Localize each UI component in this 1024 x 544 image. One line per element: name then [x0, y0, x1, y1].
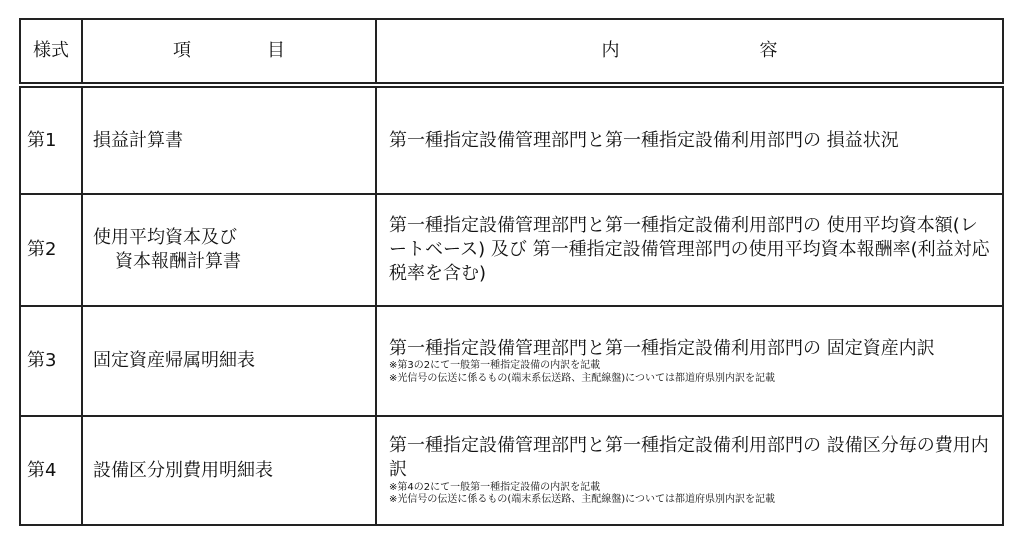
note-text: ※光信号の伝送に係るもの(端末系伝送路、主配線盤)については都道府県別内訳を記載 — [389, 494, 775, 506]
content-text: 第一種指定設備管理部門と第一種指定設備利用部門の 設備区分毎の費用内訳 — [389, 435, 989, 480]
header-content-label-a: 内 — [601, 40, 620, 62]
header-content-label-b: 容 — [759, 40, 778, 62]
item-name — [82, 85, 376, 194]
item-line: 損益計算書 — [93, 129, 183, 151]
item-line: 固定資産帰属明細表 — [93, 350, 255, 372]
note-text: ※第3の2にて一般第一種指定設備の内訳を記載 — [389, 360, 601, 372]
header-form-label: 様式 — [33, 40, 69, 62]
table-row — [20, 416, 1003, 525]
content-cell — [376, 85, 1003, 194]
header-item-label-b: 目 — [267, 40, 285, 62]
form-number: 第1 — [20, 85, 82, 194]
content-text: 第一種指定設備管理部門と第一種指定設備利用部門の 固定資産内訳 — [389, 337, 935, 359]
header-content — [376, 19, 1003, 85]
header-form — [20, 19, 82, 85]
item-name — [82, 306, 376, 416]
form-number: 第3 — [20, 306, 82, 416]
note-text: ※第4の2にて一般第一種指定設備の内訳を記載 — [389, 481, 601, 493]
table-row — [20, 85, 1003, 194]
item-line: 使用平均資本及び — [93, 227, 237, 249]
item-name — [82, 416, 376, 525]
content-cell — [376, 416, 1003, 525]
item-line: 資本報酬計算書 — [115, 251, 241, 272]
content-text: 第一種指定設備管理部門と第一種指定設備利用部門の 損益状況 — [389, 129, 899, 151]
content-text: 第一種指定設備管理部門と第一種指定設備利用部門の 使用平均資本額(レートベース) 及び 第一種指定設備管理部門の使用平均資本報酬率(利益対応税率を含む) — [389, 215, 990, 284]
form-number: 第4 — [20, 416, 82, 525]
header-item — [82, 19, 376, 85]
item-line: 設備区分別費用明細表 — [93, 459, 273, 481]
table-row — [20, 306, 1003, 416]
form-number: 第2 — [20, 194, 82, 306]
forms-table — [19, 18, 1004, 526]
note-text: ※光信号の伝送に係るもの(端末系伝送路、主配線盤)については都道府県別内訳を記載 — [389, 372, 775, 384]
content-cell — [376, 306, 1003, 416]
content-cell — [376, 194, 1003, 306]
item-name — [82, 194, 376, 306]
header-item-label-a: 項 — [173, 40, 191, 62]
table-row — [20, 194, 1003, 306]
header-row — [20, 19, 1003, 85]
